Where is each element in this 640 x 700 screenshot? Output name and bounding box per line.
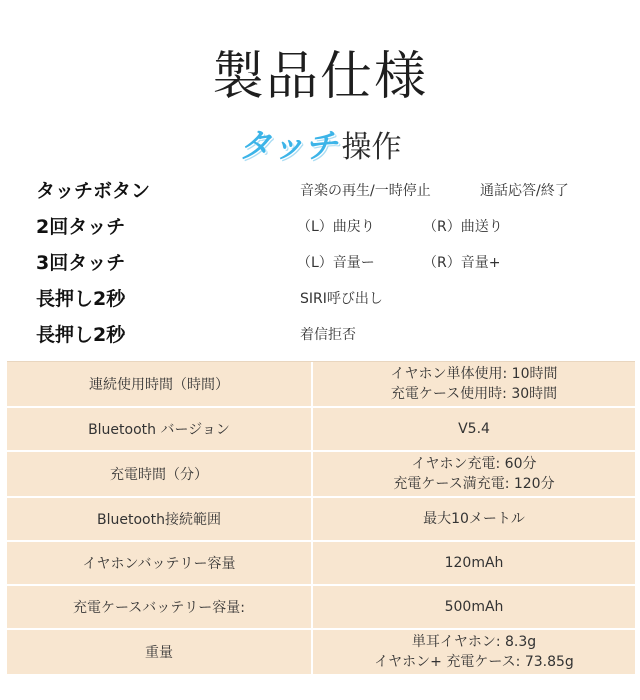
touch-effect: 音楽の再生/一時停止 xyxy=(300,183,431,199)
section-title xyxy=(0,120,640,167)
spec-row xyxy=(7,542,635,586)
spec-value-line: V5.4 xyxy=(458,421,490,437)
spec-value xyxy=(313,452,635,496)
spec-value xyxy=(313,362,635,406)
section-title-rest: 操作 xyxy=(341,130,402,165)
spec-value-line: 最大10メートル xyxy=(423,511,525,527)
spec-value xyxy=(313,630,635,674)
spec-value-line: 充電ケース使用時: 30時間 xyxy=(390,386,558,402)
touch-row xyxy=(0,320,640,354)
touch-action: 3回タッチ xyxy=(36,252,126,274)
touch-effect: （L）曲戻り xyxy=(297,219,375,235)
spec-value-line: 500mAh xyxy=(444,599,504,615)
spec-row xyxy=(7,408,635,452)
touch-row xyxy=(0,176,640,210)
page-title: 製品仕様 xyxy=(211,47,428,107)
touch-effect: （R）音量+ xyxy=(423,255,501,271)
spec-value-line: イヤホン+ 充電ケース: 73.85g xyxy=(374,654,574,670)
spec-value-line: イヤホン単体使用: 10時間 xyxy=(390,366,558,382)
touch-effect: 通話応答/終了 xyxy=(480,183,569,199)
spec-label: Bluetooth接続範囲 xyxy=(7,498,313,540)
spec-value xyxy=(313,586,635,628)
spec-row xyxy=(7,498,635,542)
touch-action: 長押し2秒 xyxy=(36,288,126,310)
spec-value-line: 充電ケース満充電: 120分 xyxy=(393,476,555,492)
spec-value xyxy=(313,542,635,584)
touch-row xyxy=(0,248,640,282)
spec-value-line: 120mAh xyxy=(444,555,504,571)
touch-row xyxy=(0,212,640,246)
spec-value xyxy=(313,408,635,450)
spec-value-line: 単耳イヤホン: 8.3g xyxy=(411,634,537,650)
touch-effect: 着信拒否 xyxy=(300,327,356,343)
spec-value-line: イヤホン充電: 60分 xyxy=(411,456,537,472)
spec-row xyxy=(7,586,635,630)
section-title-accent: タッチ xyxy=(238,126,338,165)
spec-row xyxy=(7,362,635,408)
touch-action: 長押し2秒 xyxy=(36,324,126,346)
spec-label: 連続使用時間（時間） xyxy=(7,362,313,406)
spec-row xyxy=(7,452,635,498)
spec-label: Bluetooth バージョン xyxy=(7,408,313,450)
touch-effect: （R）曲送り xyxy=(423,219,503,235)
spec-label: 充電ケースバッテリー容量: xyxy=(7,586,313,628)
touch-effect: （L）音量ー xyxy=(297,255,375,271)
touch-effect: SIRI呼び出し xyxy=(300,291,383,307)
spec-row xyxy=(7,630,635,676)
touch-action: 2回タッチ xyxy=(36,216,126,238)
spec-table xyxy=(7,361,635,676)
spec-value xyxy=(313,498,635,540)
touch-action: タッチボタン xyxy=(36,180,151,202)
spec-label: 重量 xyxy=(7,630,313,674)
spec-label: イヤホンバッテリー容量 xyxy=(7,542,313,584)
spec-label: 充電時間（分） xyxy=(7,452,313,496)
touch-row xyxy=(0,284,640,318)
